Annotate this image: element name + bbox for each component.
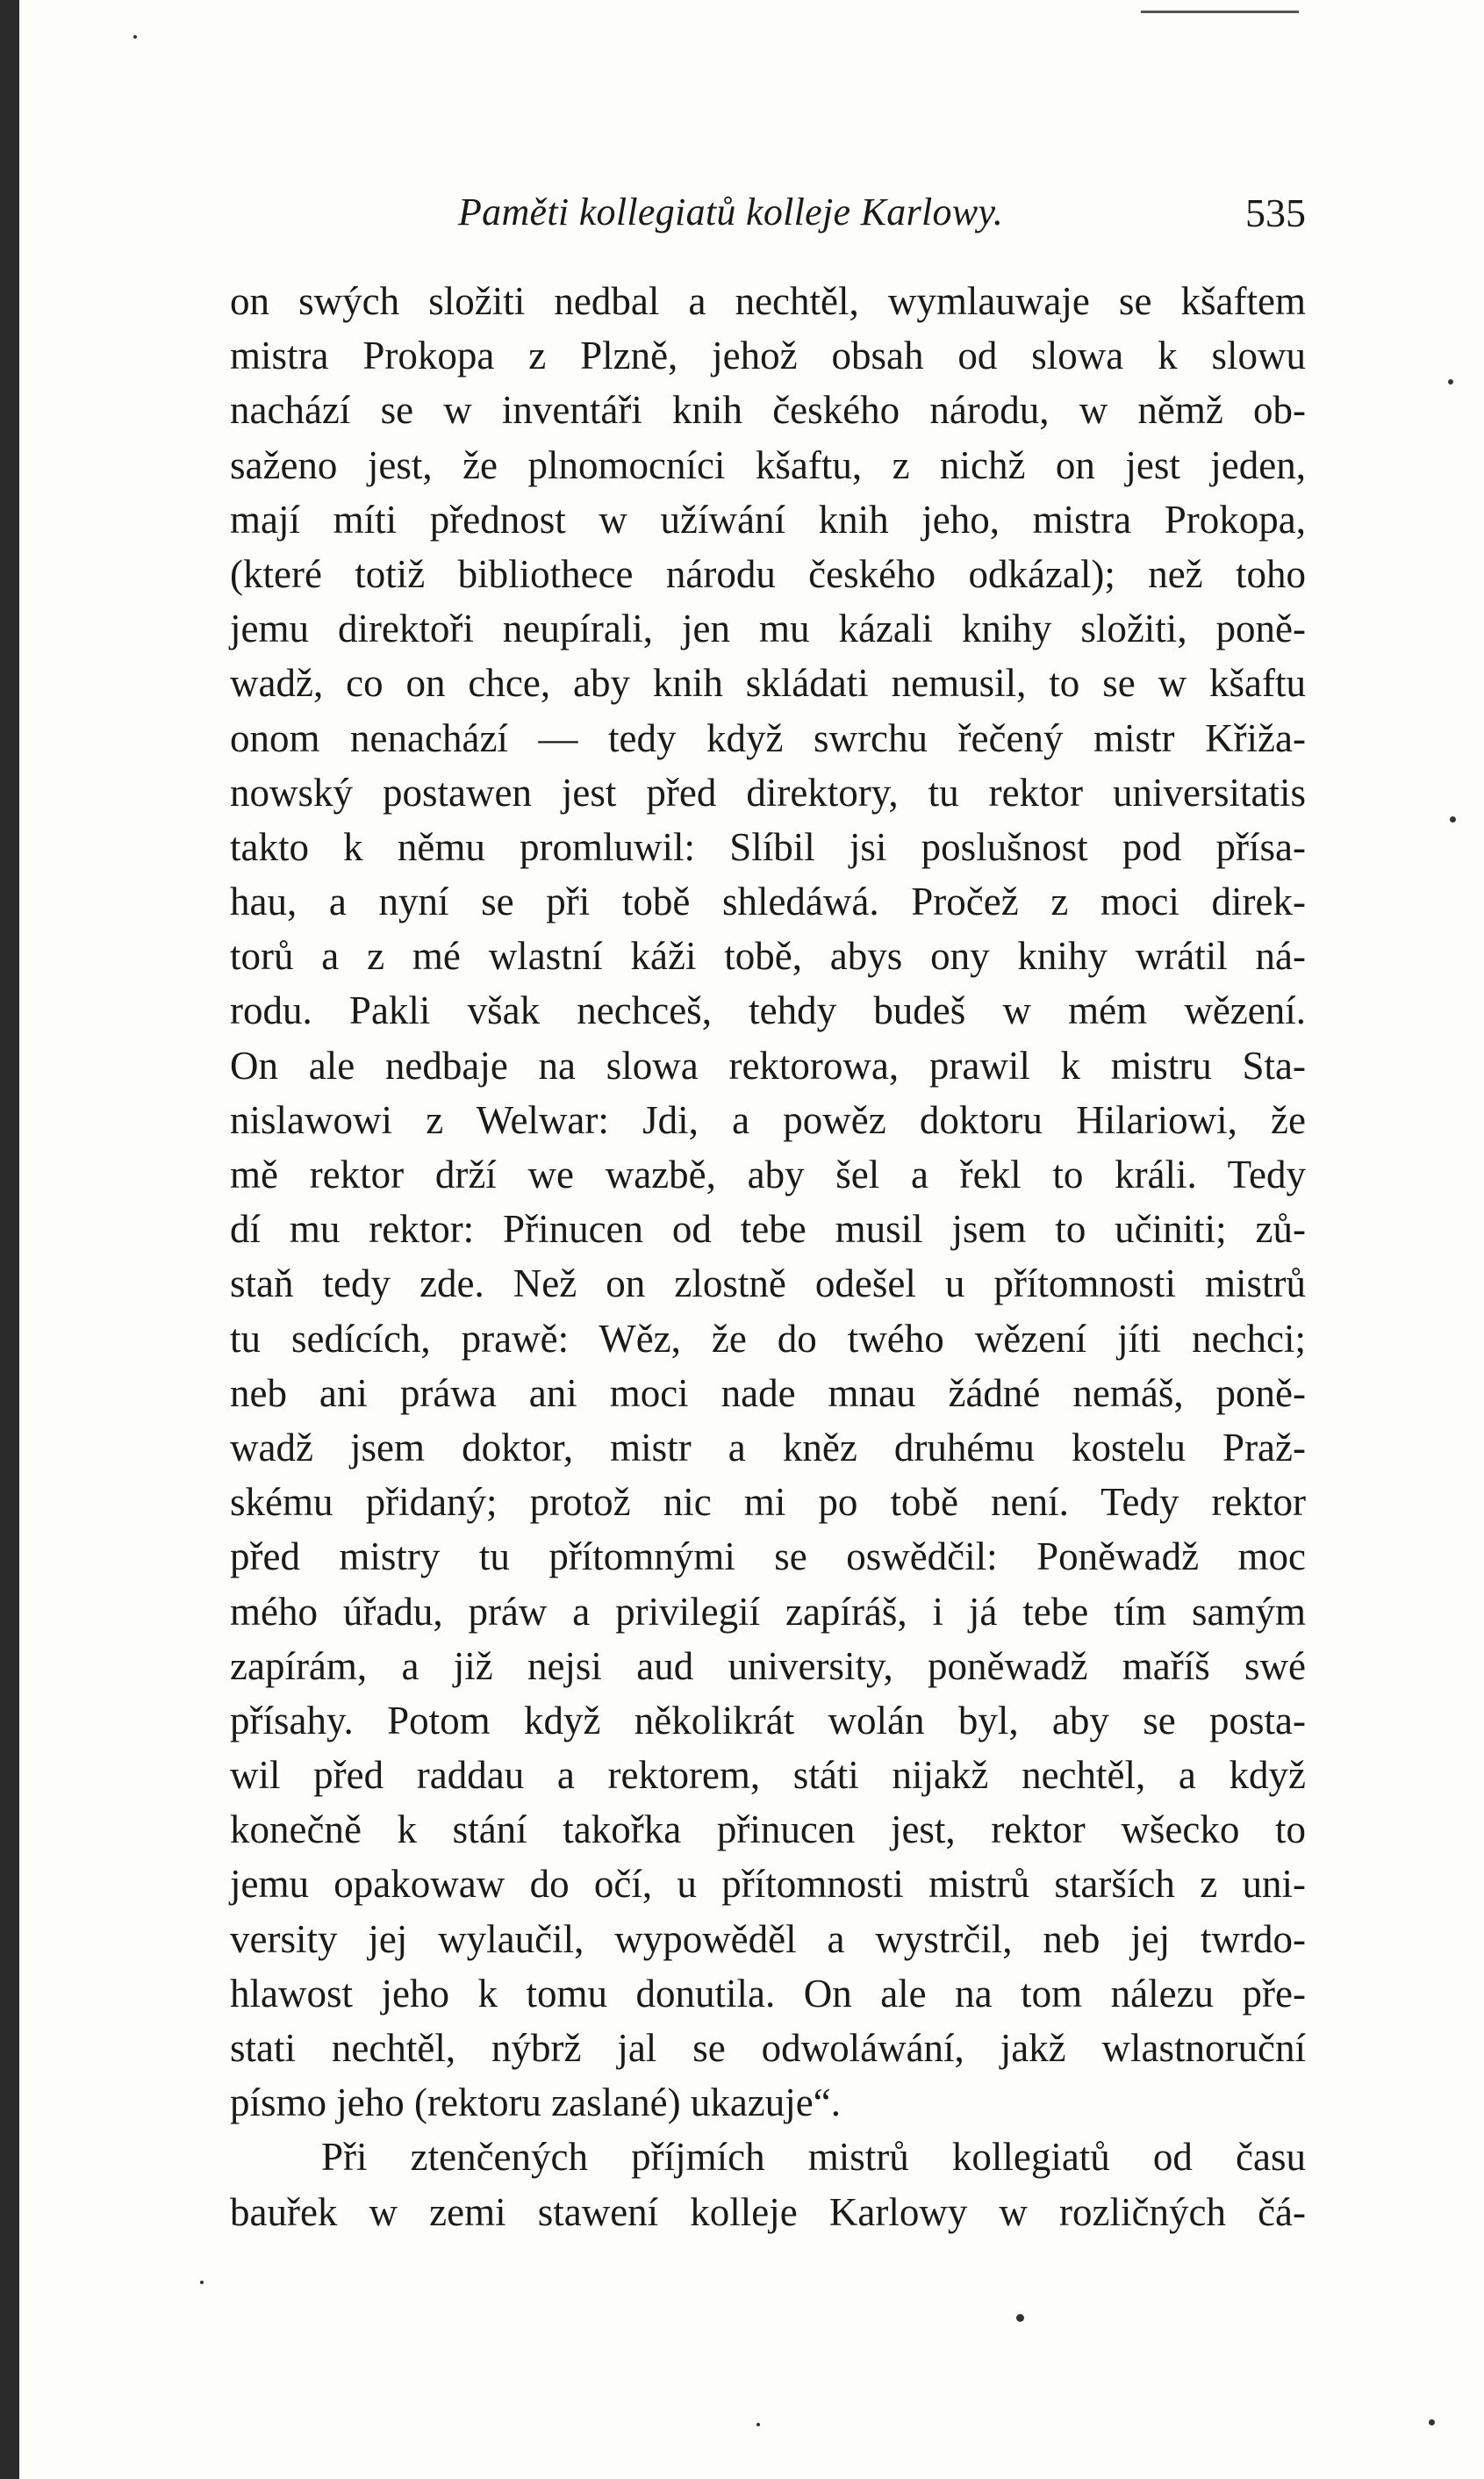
text-line: (které totiž bibliothece národu českého odkázal); než toho: [230, 551, 1306, 596]
text-line: před mistry tu přítomnými se oswědčil: Poněwadž moc: [230, 1534, 1306, 1579]
text-line: mě rektor drží we wazbě, aby šel a řekl to králi. Tedy: [230, 1153, 1306, 1196]
text-line: skému přidaný; protož nic mi po tobě není. Tedy rektor: [230, 1480, 1306, 1525]
text-line: On ale nedbaje na slowa rektorowa, prawil k mistru Sta-: [230, 1043, 1306, 1088]
text-line: wadž jsem doktor, mistr a kněz druhému kostelu Praž-: [230, 1425, 1306, 1469]
scan-speck: [1450, 816, 1456, 823]
page-number: 535: [1245, 190, 1306, 235]
paragraph-end-line: písmo jeho (rektoru zaslané) ukazuje“.: [230, 2080, 841, 2125]
text-line: bauřek w zemi stawení kolleje Karlowy w rozličných čá-: [230, 2189, 1306, 2234]
scan-speck: [133, 35, 137, 39]
text-line: zapírám, a již nejsi aud university, poněwadž maříš swé: [230, 1643, 1306, 1688]
text-line: versity jej wylaučil, wypowěděl a wystrčil, neb jej twrdo-: [230, 1916, 1306, 1961]
text-line: nislawowi z Welwar: Jdi, a powěz doktoru Hilariowi, že: [230, 1097, 1306, 1142]
text-line: mého úřadu, práw a privilegií zapíráš, i já tebe tím samým: [230, 1589, 1306, 1634]
text-line: hau, a nyní se při tobě shledáwá. Pročež z moci direk-: [230, 880, 1306, 924]
text-line: wil před raddau a rektorem, státi nijakž nechtěl, a když: [230, 1753, 1306, 1798]
text-line: staň tedy zde. Než on zlostně odešel u přítomnosti mistrů: [230, 1261, 1306, 1306]
text-line: onom nenachází — tedy když swrchu řečený mistr Křiža-: [230, 715, 1306, 760]
text-line: wadž, co on chce, aby knih skládati nemusil, to se w kšaftu: [230, 661, 1306, 706]
top-rule: [1141, 11, 1299, 13]
scan-speck: [200, 2281, 204, 2284]
text-line: rodu. Pakli však nechceš, tehdy budeš w mém wězení.: [230, 988, 1306, 1033]
text-line: jemu opakowaw do očí, u přítomnosti mistrů starších z uni-: [230, 1862, 1306, 1907]
text-line: mistra Prokopa z Plzně, jehož obsah od slowa k slowu: [230, 334, 1306, 378]
text-line: dí mu rektor: Přinucen od tebe musil jsem to učiniti; zů-: [230, 1207, 1306, 1252]
paragraph-start-line: Při ztenčených příjmích mistrů kollegiatů od času: [321, 2135, 1306, 2180]
scan-speck: [756, 2423, 760, 2426]
text-line: jemu direktoři neupírali, jen mu kázali knihy složiti, poně-: [230, 607, 1306, 651]
binding-edge: [0, 0, 19, 2479]
text-line: stati nechtěl, nýbrž jal se odwoláwání, jakž wlastnoruční: [230, 2026, 1306, 2070]
body-text: [230, 274, 1306, 2239]
text-line: takto k němu promluwil: Slíbil jsi poslušnost pod přísa-: [230, 824, 1306, 869]
running-title: Paměti kollegiatů kolleje Karlowy.: [458, 190, 1004, 234]
text-line: on swých složiti nedbal a nechtěl, wymlauwaje se kšaftem: [230, 279, 1306, 323]
page-header: [230, 190, 1306, 242]
text-line: tu sedících, prawě: Wěz, že do twého wězení jíti nechci;: [230, 1316, 1306, 1361]
text-line: nachází se w inventáři knih českého národu, w němž ob-: [230, 388, 1306, 433]
text-line: torů a z mé wlastní káži tobě, abys ony knihy wrátil ná-: [230, 934, 1306, 979]
text-line: neb ani práwa ani moci nade mnau žádné nemáš, poně-: [230, 1370, 1306, 1415]
scan-speck: [1016, 2314, 1024, 2322]
text-line: hlawost jeho k tomu donutila. On ale na tom nálezu pře-: [230, 1971, 1306, 2016]
text-line: konečně k stání takořka přinucen jest, rektor wšecko to: [230, 1807, 1306, 1852]
scan-speck: [1448, 379, 1453, 384]
text-line: mají míti přednost w užíwání knih jeho, mistra Prokopa,: [230, 497, 1306, 542]
scan-speck: [1429, 2419, 1435, 2425]
text-line: nowský postawen jest před direktory, tu rektor universitatis: [230, 770, 1306, 815]
text-line: přísahy. Potom když několikrát wolán byl, aby se posta-: [230, 1698, 1306, 1742]
text-line: saženo jest, že plnomocníci kšaftu, z nichž on jest jeden,: [230, 442, 1306, 487]
